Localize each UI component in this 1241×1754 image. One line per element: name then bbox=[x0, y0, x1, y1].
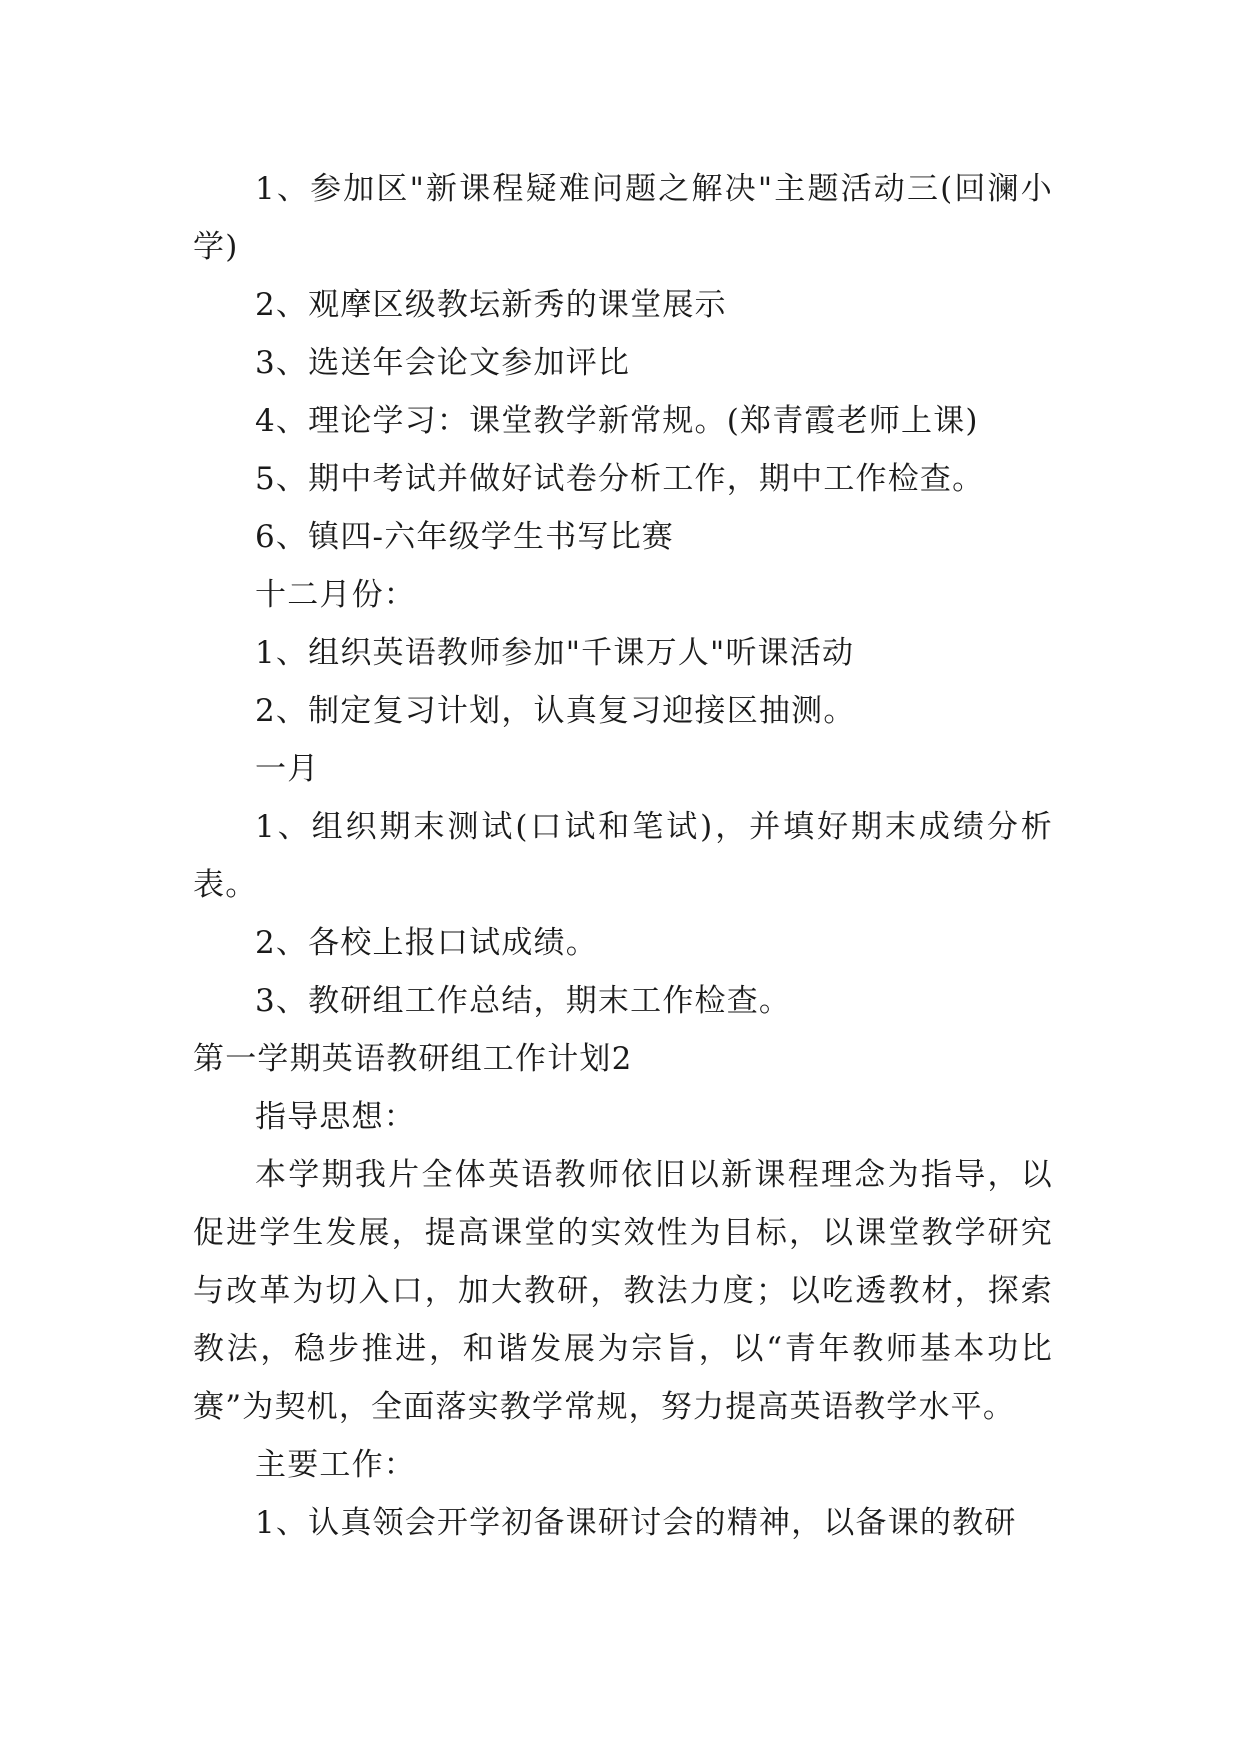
paragraph-item-3: 3、选送年会论文参加评比 bbox=[255, 345, 631, 381]
document-body bbox=[193, 160, 1053, 1552]
main-work-item-1: 1、认真领会开学初备课研讨会的精神，以备课的教研 bbox=[255, 1505, 1017, 1541]
january-item-3: 3、教研组工作总结，期末工作检查。 bbox=[255, 983, 792, 1019]
plan-2-title: 第一学期英语教研组工作计划2 bbox=[193, 1041, 633, 1077]
paragraph-item-1: 1、参加区"新课程疑难问题之解决"主题活动三(回澜小学) bbox=[193, 171, 1053, 265]
january-item-1: 1、组织期末测试(口试和笔试)，并填好期末成绩分析表。 bbox=[193, 809, 1053, 903]
paragraph-item-5: 5、期中考试并做好试卷分析工作，期中工作检查。 bbox=[255, 461, 985, 497]
paragraph-item-4: 4、理论学习：课堂教学新常规。(郑青霞老师上课) bbox=[255, 403, 979, 439]
paragraph-item-6: 6、镇四-六年级学生书写比赛 bbox=[255, 519, 674, 555]
january-heading: 一月 bbox=[255, 751, 320, 787]
paragraph-item-2: 2、观摩区级教坛新秀的课堂展示 bbox=[255, 287, 727, 323]
january-item-2: 2、各校上报口试成绩。 bbox=[255, 925, 598, 961]
guiding-thought-paragraph: 本学期我片全体英语教师依旧以新课程理念为指导，以促进学生发展，提高课堂的实效性为目标，以课堂教学研究与改革为切入口，加大教研，教法力度；以吃透教材，探索教法，稳步推进，和谐发展为宗旨，以“青年教师基本功比赛”为契机，全面落实教学常规，努力提高英语教学水平。 bbox=[193, 1157, 1053, 1425]
december-item-2: 2、制定复习计划，认真复习迎接区抽测。 bbox=[255, 693, 856, 729]
guiding-thought-heading: 指导思想： bbox=[255, 1099, 416, 1135]
main-work-heading: 主要工作： bbox=[255, 1447, 416, 1483]
december-heading: 十二月份： bbox=[255, 577, 416, 613]
december-item-1: 1、组织英语教师参加"千课万人"听课活动 bbox=[255, 635, 855, 671]
